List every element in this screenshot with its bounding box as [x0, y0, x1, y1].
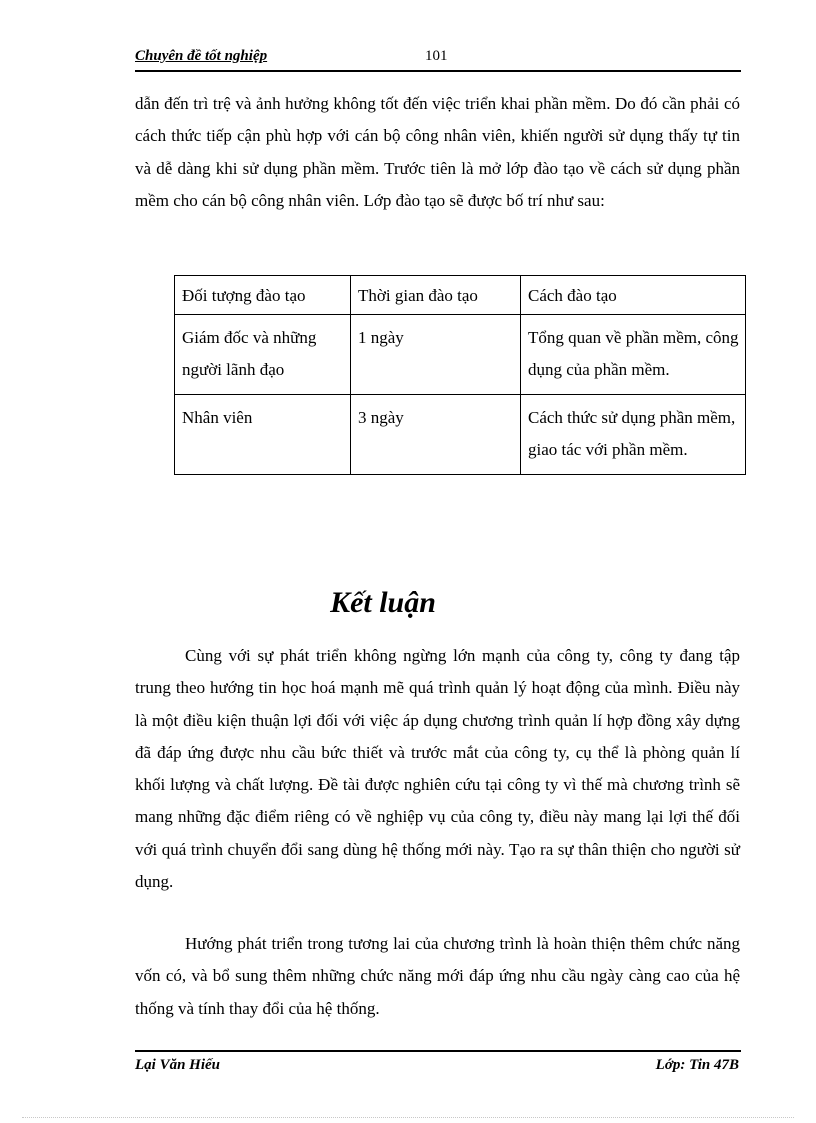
table-row — [175, 395, 746, 475]
conclusion-paragraph-1: Cùng với sự phát triển không ngừng lớn mạnh của công ty, công ty đang tập trung theo hướng tin học hoá mạnh mẽ quá trình quản lý hoạt động của mình. Điều này là một điều kiện thuận lợi đối với việc áp dụng chương trình quản lí hợp đồng xây dựng đã đáp ứng được nhu cầu bức thiết và trước mắt của công ty, cụ thể là phòng quản lí khối lượng và chất lượng. Đề tài được nghiên cứu tại công ty vì thế mà chương trình sẽ mang những đặc điểm riêng có về nghiệp vụ của công ty, điều này mang lại lợi thế đối với quá trình chuyển đổi sang dùng hệ thống mới này. Tạo ra sự thân thiện cho người sử dụng. — [135, 646, 740, 892]
footer-author: Lại Văn Hiếu — [135, 1057, 221, 1073]
conclusion-heading-text: Kết luận — [330, 586, 436, 619]
training-table — [174, 275, 746, 475]
table-header-cell: Cách đào tạo — [521, 276, 746, 315]
page-header — [135, 48, 741, 72]
table-header-cell: Thời gian đào tạo — [351, 276, 521, 315]
header-title: Chuyên đề tốt nghiệp — [135, 48, 268, 64]
page-number: 101 — [425, 48, 448, 64]
table-cell: 1 ngày — [351, 315, 521, 395]
page-footer — [135, 1050, 741, 1078]
table-cell: Tổng quan về phần mềm, công dụng của phần mềm. — [521, 315, 746, 395]
table-cell: 3 ngày — [351, 395, 521, 475]
table-cell: Nhân viên — [175, 395, 351, 475]
table-header-cell: Đối tượng đào tạo — [175, 276, 351, 315]
table-row — [175, 315, 746, 395]
conclusion-heading — [0, 586, 816, 620]
conclusion-paragraph-2: Hướng phát triển trong tương lai của chương trình là hoàn thiện thêm chức năng vốn có, và bổ sung thêm những chức năng mới đáp ứng nhu cầu ngày càng cao của hệ thống và tính thay đổi của hệ thống. — [135, 934, 740, 1018]
table-cell: Cách thức sử dụng phần mềm, giao tác với phần mềm. — [521, 395, 746, 475]
page-bottom-divider — [22, 1117, 794, 1118]
table-header-row — [175, 276, 746, 315]
table-cell: Giám đốc và những người lãnh đạo — [175, 315, 351, 395]
footer-class: Lớp: Tin 47B — [655, 1057, 739, 1073]
intro-paragraph: dẫn đến trì trệ và ảnh hưởng không tốt đến việc triển khai phần mềm. Do đó cần phải có cách thức tiếp cận phù hợp với cán bộ công nhân viên, khiến người sử dụng thấy tự tin và dễ dàng khi sử dụng phần mềm. Trước tiên là mở lớp đào tạo về cách sử dụng phần mềm cho cán bộ công nhân viên. Lớp đào tạo sẽ được bố trí như sau: — [135, 94, 740, 210]
